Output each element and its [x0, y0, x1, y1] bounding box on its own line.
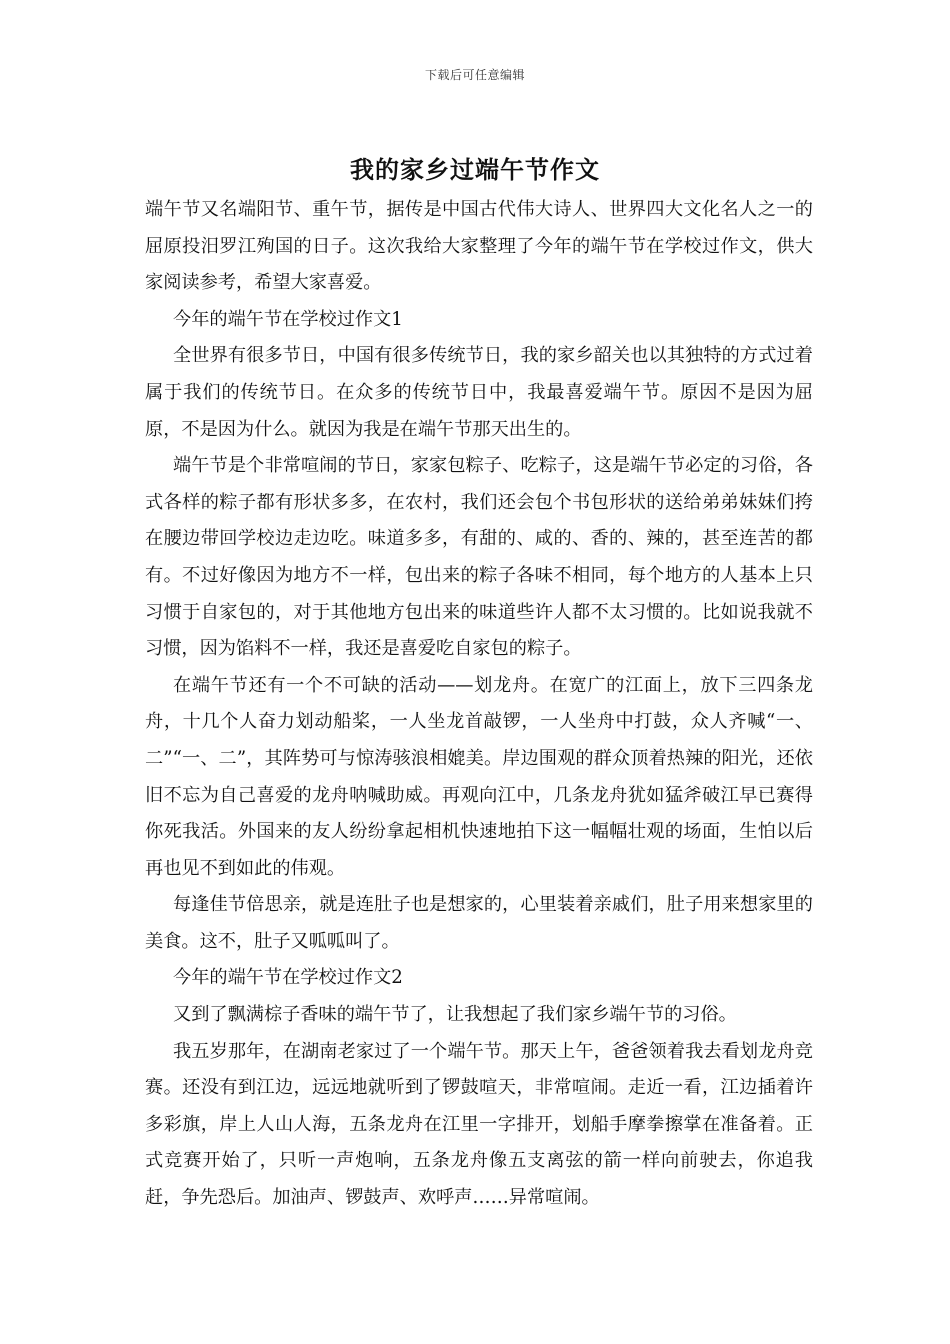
section-heading-2: 今年的端午节在学校过作文2	[173, 967, 403, 989]
document-title: 我的家乡过端午节作文	[350, 155, 600, 184]
body-paragraph: 在端午节还有一个不可缺的活动——划龙舟。在宽广的江面上，放下三四条龙舟，十几个人奋力划动船桨，一人坐龙首敲锣，一人坐舟中打鼓，众人齐喊“一、二”“一、二”，其阵势可与惊涛骇浪相媲美。岸边围观的群众顶着热辣的阳光，还依旧不忘为自己喜爱的龙舟呐喊助威。再观向江中，几条龙舟犹如猛斧破江早已赛得你死我活。外国来的友人纷纷拿起相机快速地拍下这一幅幅壮观的场面，生怕以后再也见不到如此的伟观。	[145, 674, 813, 879]
document-body	[145, 192, 813, 1217]
intro-paragraph: 端午节又名端阳节、重午节，据传是中国古代伟大诗人、世界四大文化名人之一的屈原投汨罗江殉国的日子。这次我给大家整理了今年的端午节在学校过作文，供大家阅读参考，希望大家喜爱。	[145, 199, 813, 294]
header-note: 下载后可任意编辑	[424, 68, 525, 82]
body-paragraph: 每逢佳节倍思亲，就是连肚子也是想家的，心里装着亲戚们，肚子用来想家里的美食。这不，肚子又呱呱叫了。	[145, 894, 813, 952]
body-paragraph: 又到了飘满棕子香味的端午节了，让我想起了我们家乡端午节的习俗。	[173, 1004, 737, 1026]
body-paragraph: 端午节是个非常喧闹的节日，家家包粽子、吃粽子，这是端午节必定的习俗，各式各样的粽子都有形状多多，在农村，我们还会包个书包形状的送给弟弟妹妹们挎在腰边带回学校边走边吃。味道多多，有甜的、咸的、香的、辣的，甚至连苦的都有。不过好像因为地方不一样，包出来的粽子各味不相同，每个地方的人基本上只习惯于自家包的，对于其他地方包出来的味道些许人都不太习惯的。比如说我就不习惯，因为馅料不一样，我还是喜爱吃自家包的粽子。	[145, 455, 813, 660]
body-paragraph: 全世界有很多节日，中国有很多传统节日，我的家乡韶关也以其独特的方式过着属于我们的传统节日。在众多的传统节日中，我最喜爱端午节。原因不是因为屈原，不是因为什么。就因为我是在端午节那天出生的。	[145, 345, 813, 440]
section-heading-1: 今年的端午节在学校过作文1	[173, 308, 403, 330]
body-paragraph: 我五岁那年，在湖南老家过了一个端午节。那天上午，爸爸领着我去看划龙舟竞赛。还没有到江边，远远地就听到了锣鼓喧天，非常喧闹。走近一看，江边插着许多彩旗，岸上人山人海，五条龙舟在江里一字排开，划船手摩拳擦掌在准备着。正式竞赛开始了，只听一声炮响，五条龙舟像五支离弦的箭一样向前驶去，你追我赶，争先恐后。加油声、锣鼓声、欢呼声……异常喧闹。	[145, 1040, 813, 1209]
